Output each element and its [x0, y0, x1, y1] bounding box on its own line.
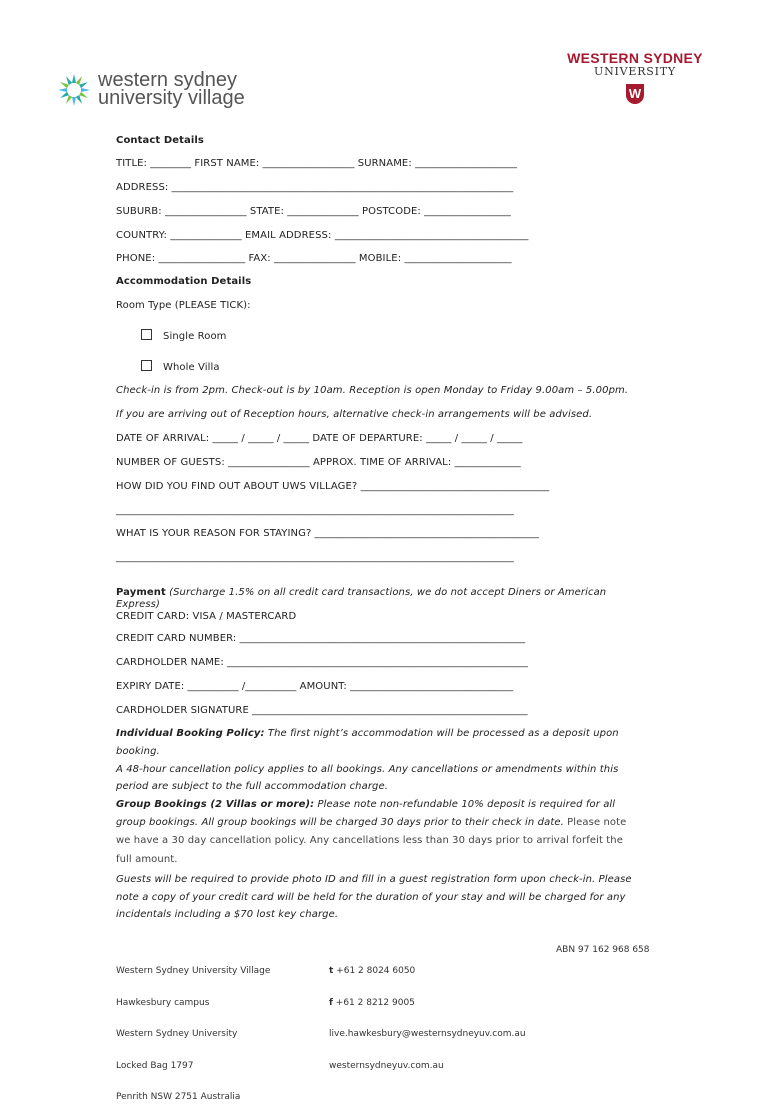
footer-address-line: Hawkesbury campus — [116, 997, 210, 1008]
footer-address-line: Western Sydney University — [116, 1029, 238, 1039]
payment-heading: Payment — [116, 587, 166, 598]
footer-fax: +61 2 8212 9005 — [332, 997, 415, 1008]
footer-email-link[interactable]: live.hawkesbury@westernsydneyuv.com.au — [329, 1029, 526, 1039]
footer-address-line: Western Sydney University Village — [116, 966, 271, 976]
wsu-logo-line1: WESTERN SYDNEY — [567, 50, 703, 66]
group-policy-row — [116, 799, 615, 810]
village-logo-line2: university village — [98, 87, 245, 109]
single-room-label: Single Room — [163, 331, 227, 342]
individual-policy-text: The first night’s accommodation will be processed as a deposit upon — [264, 728, 619, 739]
village-logo-mark-icon — [56, 72, 92, 108]
accommodation-heading: Accommodation Details — [116, 276, 252, 287]
guests-row[interactable]: NUMBER OF GUESTS: ________________ APPROX. TIME OF ARRIVAL: _____________ — [116, 457, 521, 468]
footer-phone-label: t — [329, 966, 334, 976]
village-logo-line1: western sydney — [98, 69, 237, 91]
group-policy-line3: we have a 30 day cancellation policy. Any cancellations less than 30 days prior to arrival forfeit the — [116, 835, 623, 846]
wsu-shield-letter: W — [628, 86, 642, 101]
footer-phone-row — [329, 966, 526, 977]
footer-fax-row — [329, 998, 526, 1009]
footer-web-link[interactable]: westernsydneyuv.com.au — [329, 1060, 444, 1071]
contact-row-address[interactable]: ADDRESS: ___________________________________________________________________ — [116, 182, 514, 193]
footer-fax-label: f — [329, 997, 333, 1008]
contact-heading: Contact Details — [116, 135, 204, 146]
id-policy-line3: incidentals including a $70 lost key charge. — [116, 909, 339, 920]
contact-row-country-email[interactable]: COUNTRY: ______________ EMAIL ADDRESS: ______________________________________ — [116, 230, 529, 241]
credit-card-types: CREDIT CARD: VISA / MASTERCARD — [116, 611, 297, 622]
signature-row[interactable]: CARDHOLDER SIGNATURE ______________________________________________________ — [116, 705, 528, 716]
footer-address-line: Penrith NSW 2751 Australia — [116, 1092, 241, 1102]
footer-contact — [329, 945, 526, 1082]
group-policy-line2b: Please note — [563, 817, 627, 828]
found-out-row[interactable]: HOW DID YOU FIND OUT ABOUT UWS VILLAGE? _____________________________________ — [116, 481, 550, 492]
card-number-row[interactable]: CREDIT CARD NUMBER: ________________________________________________________ — [116, 633, 526, 644]
group-policy-line2a: group bookings. All group bookings will be charged 30 days prior to their check in date. — [116, 817, 564, 828]
cardholder-name-row[interactable]: CARDHOLDER NAME: ___________________________________________________________ — [116, 657, 528, 668]
village-logo — [56, 70, 256, 110]
room-type-label: Room Type (PLEASE TICK): — [116, 300, 251, 311]
id-policy-line2: note a copy of your credit card will be held for the duration of your stay and will be charged for any — [116, 892, 626, 903]
cancel-policy-line2: period are subject to the full accommodation charge. — [116, 781, 389, 792]
expiry-amount-row[interactable]: EXPIRY DATE: __________ /__________ AMOUNT: ________________________________ — [116, 681, 514, 692]
id-policy-line1: Guests will be required to provide photo ID and fill in a guest registration form upon check-in. Please — [116, 874, 632, 885]
reason-line2[interactable]: ______________________________________________________________________________ — [116, 552, 514, 563]
group-policy-text: Please note non-refundable 10% deposit is required for all — [314, 799, 616, 810]
whole-villa-checkbox[interactable] — [141, 360, 152, 371]
dates-row[interactable]: DATE OF ARRIVAL: _____ / _____ / _____ DATE OF DEPARTURE: _____ / _____ / _____ — [116, 433, 523, 444]
wsu-logo — [560, 50, 710, 110]
whole-villa-label: Whole Villa — [163, 362, 220, 373]
footer-phone: +61 2 8024 6050 — [333, 966, 416, 976]
contact-row-title-name[interactable]: TITLE: ________ FIRST NAME: __________________ SURNAME: ____________________ — [116, 158, 518, 169]
payment-heading-row — [116, 587, 606, 598]
cancel-policy-line1: A 48-hour cancellation policy applies to all bookings. Any cancellations or amendments within this — [116, 764, 619, 775]
footer-address — [116, 945, 270, 1113]
wsu-shield-icon — [626, 84, 644, 104]
single-room-checkbox[interactable] — [141, 329, 152, 340]
footer-abn: ABN 97 162 968 658 — [556, 945, 650, 955]
contact-row-phone[interactable]: PHONE: _________________ FAX: ________________ MOBILE: _____________________ — [116, 253, 512, 264]
group-policy-line2 — [116, 817, 626, 828]
payment-surcharge-cont: Express) — [116, 599, 160, 610]
payment-surcharge: (Surcharge 1.5% on all credit card transactions, we do not accept Diners or American — [169, 587, 607, 598]
reason-row[interactable]: WHAT IS YOUR REASON FOR STAYING? ____________________________________________ — [116, 528, 540, 539]
group-policy-label: Group Bookings (2 Villas or more): — [116, 799, 315, 810]
found-out-line2[interactable]: ______________________________________________________________________________ — [116, 505, 514, 516]
footer-address-line: Locked Bag 1797 — [116, 1060, 194, 1071]
checkin-note: Check-in is from 2pm. Check-out is by 10am. Reception is open Monday to Friday 9.00am – 5.00pm. — [116, 385, 629, 396]
individual-policy-text2: booking. — [116, 746, 160, 757]
individual-policy-row — [116, 728, 619, 739]
individual-policy-label: Individual Booking Policy: — [116, 728, 265, 739]
wsu-logo-line2: UNIVERSITY — [594, 65, 676, 78]
afterhours-note: If you are arriving out of Reception hours, alternative check-in arrangements will be advised. — [116, 409, 593, 420]
group-policy-line4: full amount. — [116, 854, 178, 865]
contact-row-suburb[interactable]: SUBURB: ________________ STATE: ______________ POSTCODE: _________________ — [116, 206, 511, 217]
